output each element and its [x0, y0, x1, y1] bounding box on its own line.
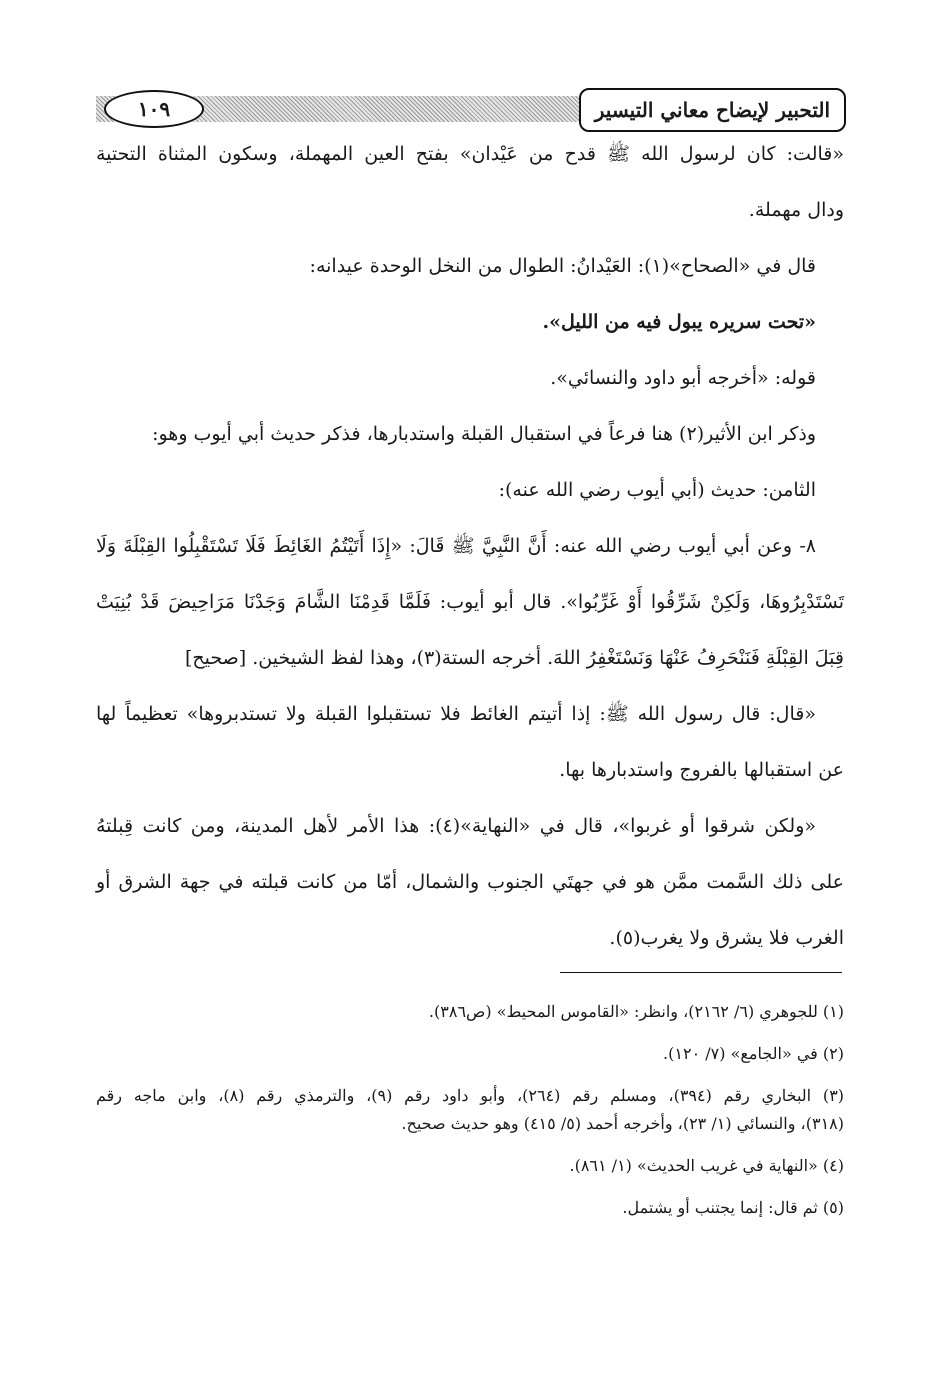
footnote: (٤) «النهاية في غريب الحديث» (١/ ٨٦١). [569, 1156, 844, 1175]
book-title: التحبير لإيضاح معاني التيسير [579, 88, 846, 132]
hadith-line: قِبَلَ القِبْلَةِ فَنَنْحَرِفُ عَنْهَا وَنَسْتَغْفِرُ اللهَ. أخرجه الستة(٣)، وهذا لفظ الشيخين. [صحيح] [184, 647, 844, 669]
text-line: «قالت: كان لرسول الله ﷺ قدح من عَيْدان» بفتح العين المهملة، وسكون المثناة التحتية [96, 143, 844, 165]
page-number: ١٠٩ [104, 90, 204, 128]
text-line: قوله: «أخرجه أبو داود والنسائي». [550, 367, 816, 389]
main-text [96, 136, 844, 952]
running-header [96, 88, 846, 134]
footnote: (١) للجوهري (٦/ ٢١٦٢)، وانظر: «القاموس المحيط» (ص٣٨٦). [428, 1002, 844, 1021]
text-line: على ذلك السَّمت ممَّن هو في جهتَي الجنوب والشمال، أمّا من كانت قبلته في جهة الشرق أو [96, 871, 844, 893]
footnote: (٥) ثم قال: إنما يجتنب أو يشتمل. [622, 1198, 844, 1217]
footnote: (٢) في «الجامع» (٧/ ١٢٠). [663, 1044, 844, 1063]
footnote: (٣) البخاري رقم (٣٩٤)، ومسلم رقم (٢٦٤)، وأبو داود رقم (٩)، والترمذي رقم (٨)، وابن ماجه رقم [96, 1086, 845, 1105]
text-line: وذكر ابن الأثير(٢) هنا فرعاً في استقبال القبلة واستدبارها، فذكر حديث أبي أيوب وهو: [152, 423, 816, 445]
hadith-line: ٨- وعن أبي أيوب رضي الله عنه: أَنَّ النَّبِيَّ ﷺ قَالَ: «إِذَا أَتَيْتُمُ الغَائِطَ فَلَا تَسْتَقْبِلُوا القِبْلَةَ وَلَا [96, 535, 816, 557]
text-line: «ولكن شرقوا أو غربوا»، قال في «النهاية»(٤): هذا الأمر لأهل المدينة، ومن كانت قِبلتهُ [96, 815, 816, 837]
hadith-line: تَسْتَدْبِرُوهَا، وَلَكِنْ شَرِّقُوا أَوْ غَرِّبُوا». قال أبو أيوب: فَلَمَّا قَدِمْنَا الشَّامَ وَجَدْنَا مَرَاحِيضَ قَدْ بُنِيَتْ [96, 591, 844, 613]
text-line: «قال: قال رسول الله ﷺ: إذا أتيتم الغائط فلا تستقبلوا القبلة ولا تستدبروها» تعظيماً لها [96, 703, 816, 725]
text-line: قال في «الصحاح»(١): العَيْدانُ: الطوال من النخل الوحدة عيدانه: [309, 255, 816, 277]
text-line: ودال مهملة. [748, 199, 844, 221]
footnote-separator [560, 972, 842, 973]
footnote-continuation: (٣١٨)، والنسائي (١/ ٢٣)، وأخرجه أحمد (٥/ ٤١٥) وهو حديث صحيح. [401, 1114, 844, 1133]
text-line: الغرب فلا يشرق ولا يغرب(٥). [609, 927, 844, 949]
text-line: الثامن: حديث (أبي أيوب رضي الله عنه): [498, 479, 816, 501]
footnotes [96, 1000, 844, 1238]
text-line: عن استقبالها بالفروج واستدبارها بها. [559, 759, 844, 781]
text-line: «تحت سريره يبول فيه من الليل». [542, 311, 816, 333]
